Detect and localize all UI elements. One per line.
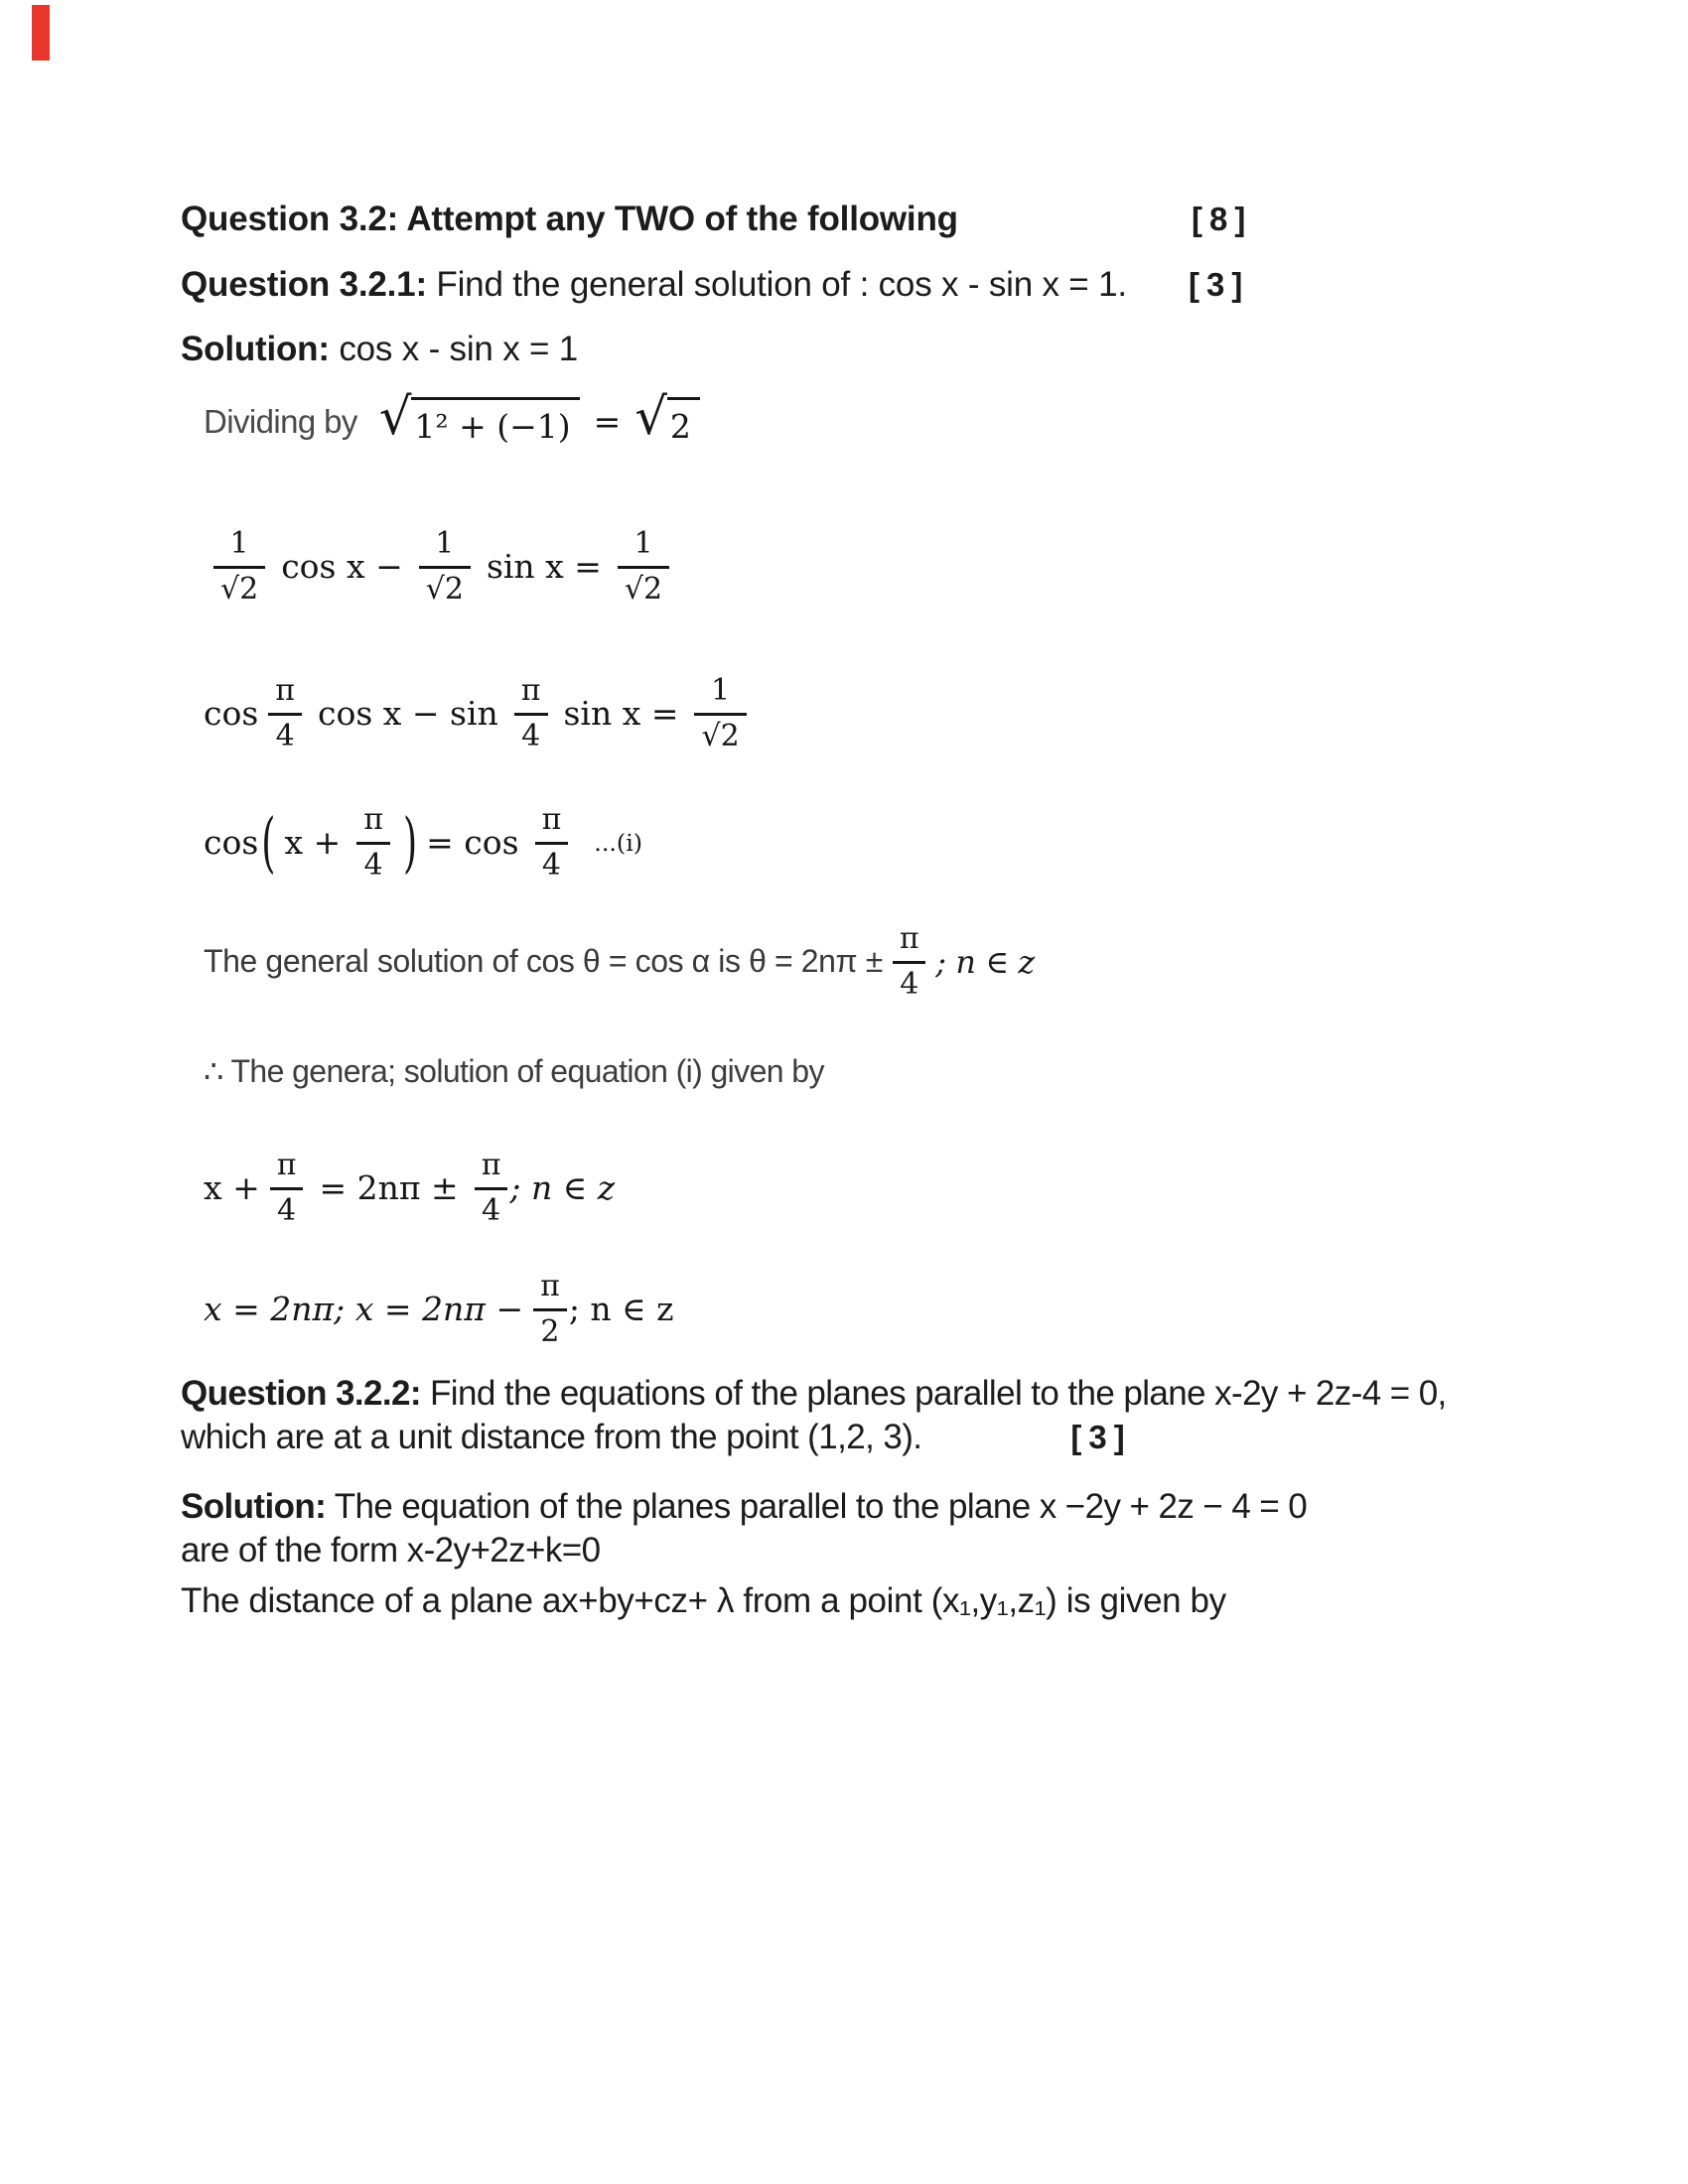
math-text: sin x = bbox=[486, 547, 602, 586]
question-3-2-2-line2 bbox=[181, 1416, 1501, 1459]
fraction: $\frac{\pi}{4}$ bbox=[475, 1150, 508, 1226]
question-3-2-marks: [8] bbox=[1192, 201, 1253, 237]
math-text: cos bbox=[204, 823, 259, 862]
radicand: 2 bbox=[667, 397, 700, 446]
math-text: cos x − bbox=[281, 547, 403, 586]
red-corner-mark bbox=[32, 5, 50, 61]
equation-number: ...(i) bbox=[594, 828, 643, 857]
solution-3-2-2-label: Solution: bbox=[181, 1487, 327, 1526]
right-paren: ) bbox=[402, 803, 418, 882]
math-text: cos x − sin bbox=[318, 694, 498, 733]
question-3-2-text: Attempt any TWO of the following bbox=[398, 200, 958, 238]
question-3-2-1-line bbox=[181, 264, 1127, 307]
fraction: $\frac{1}{√2}$ bbox=[213, 528, 265, 605]
math-text: x + bbox=[284, 823, 342, 862]
question-3-2-2-marks: [3] bbox=[1070, 1419, 1132, 1456]
question-3-2-2-text2: which are at a unit distance from the point (1,2, 3). bbox=[181, 1418, 922, 1457]
solution-3-2-2-line2: are of the form x-2y+2z+k=0 bbox=[181, 1531, 601, 1570]
question-3-2-2-block bbox=[181, 1372, 1501, 1459]
solution-3-2-1-text: cos x - sin x = 1 bbox=[329, 330, 579, 368]
question-3-2-heading bbox=[181, 199, 958, 241]
fraction: $\frac{1}{√2}$ bbox=[419, 528, 471, 605]
equation-dividing bbox=[204, 388, 708, 447]
equation-final bbox=[204, 1271, 673, 1347]
solution-3-2-2-line1 bbox=[181, 1485, 1501, 1529]
left-paren: ( bbox=[261, 803, 276, 882]
math-text: sin x = bbox=[563, 694, 679, 733]
equation-frac-identity bbox=[204, 528, 679, 605]
fraction: $\frac{\pi}{2}$ bbox=[533, 1271, 567, 1347]
general-solution-text: The general solution of cos θ = cos α is θ = 2nπ ± bbox=[204, 943, 883, 979]
radical-sign: √ bbox=[634, 388, 667, 447]
distance-line: The distance of a plane ax+by+cz+ λ from a point (x₁,y₁,z₁) is given by bbox=[181, 1581, 1226, 1620]
equation-x-plus bbox=[204, 1150, 615, 1226]
radical-sign: √ bbox=[378, 388, 412, 447]
question-3-2-1-marks: [3] bbox=[1189, 266, 1250, 303]
set-membership-text: ; n ∈ z bbox=[568, 1290, 674, 1328]
equation-cos-pi4 bbox=[204, 675, 757, 751]
radical-1 bbox=[378, 388, 580, 447]
math-text: cos bbox=[204, 694, 259, 733]
question-3-2-1-label: Question 3.2.1: bbox=[181, 265, 427, 304]
fraction: $\frac{\pi}{4}$ bbox=[270, 1150, 304, 1226]
math-text: x = 2nπ; x = 2nπ − bbox=[204, 1290, 524, 1328]
solution-3-2-2-block bbox=[181, 1485, 1501, 1572]
equation-compact bbox=[204, 804, 642, 881]
question-3-2-label: Question 3.2: bbox=[181, 200, 399, 238]
fraction: $\frac{\pi}{4}$ bbox=[535, 804, 569, 881]
fraction: $\frac{\pi}{4}$ bbox=[268, 675, 302, 751]
radicand: 1² + (−1) bbox=[411, 397, 579, 446]
equals-sign: = bbox=[593, 402, 622, 441]
question-3-2-2-label: Question 3.2.2: bbox=[181, 1374, 421, 1413]
fraction: $\frac{1}{√2}$ bbox=[694, 675, 746, 751]
fraction: $\frac{\pi}{4}$ bbox=[514, 675, 548, 751]
math-text: = cos bbox=[426, 823, 519, 862]
solution-3-2-1-label: Solution: bbox=[181, 330, 330, 368]
dividing-by-label: Dividing by bbox=[204, 402, 357, 440]
fraction: $\frac{\pi}{4}$ bbox=[893, 923, 925, 1000]
therefore-line: ∴ The genera; solution of equation (i) given by bbox=[204, 1053, 824, 1089]
solution-3-2-2-text1: The equation of the planes parallel to the plane x −2y + 2z − 4 = 0 bbox=[326, 1487, 1308, 1526]
math-text: = 2nπ ± bbox=[319, 1168, 459, 1207]
question-3-2-2-line1 bbox=[181, 1372, 1501, 1416]
radical-2 bbox=[634, 388, 700, 447]
question-3-2-2-text1: Find the equations of the planes parallel to the plane x-2y + 2z-4 = 0, bbox=[420, 1374, 1447, 1413]
fraction: $\frac{\pi}{4}$ bbox=[356, 804, 390, 881]
solution-3-2-1-line bbox=[181, 329, 578, 371]
question-3-2-1-text: Find the general solution of : cos x - sin x = 1. bbox=[426, 265, 1127, 304]
fraction: $\frac{1}{√2}$ bbox=[618, 528, 669, 605]
math-text: x + bbox=[204, 1168, 260, 1207]
general-solution-line bbox=[204, 923, 1035, 1000]
set-membership-text: ; n ∈ z bbox=[509, 1168, 616, 1207]
set-membership-text: ; n ∈ z bbox=[935, 942, 1035, 981]
